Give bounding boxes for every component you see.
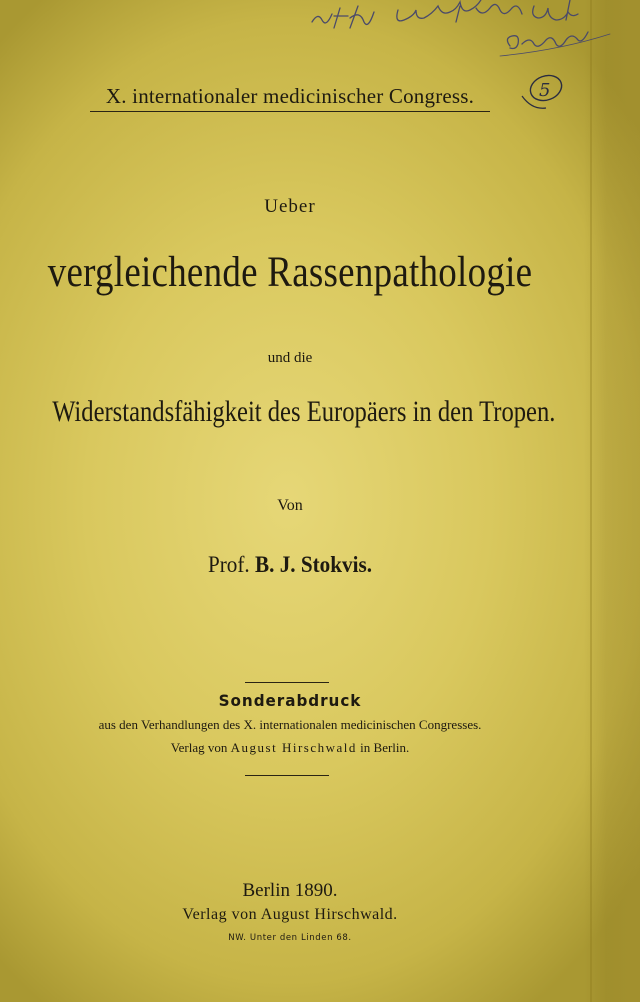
page-edge	[590, 0, 592, 1002]
offprint-publisher-prefix: Verlag von	[170, 740, 228, 755]
sonderabdruck-heading: Sonderabdruck	[218, 691, 362, 710]
subtitle: Widerstandsfähigkeit des Europäers in den Tropen.	[52, 395, 556, 428]
imprint-address: NW. Unter den Linden 68.	[228, 933, 352, 943]
von-text: Von	[277, 497, 303, 514]
main-title: vergleichende Rassenpathologie	[47, 249, 533, 296]
author-name: B. J. Stokvis.	[255, 552, 373, 577]
catalog-number-mark	[520, 70, 566, 110]
imprint-publisher: Verlag von August Hirschwald.	[182, 906, 398, 923]
offprint-publisher	[0, 740, 580, 756]
author-line	[23, 552, 557, 578]
offprint-source: aus den Verhandlungen des X. internationalen medicinischen Congresses.	[98, 717, 482, 732]
offprint-publisher-suffix: in Berlin.	[360, 740, 410, 755]
author-prefix: Prof.	[207, 552, 250, 577]
congress-header: X. internationaler medicinischer Congress.	[90, 84, 490, 112]
imprint-place-year: Berlin 1890.	[242, 880, 338, 901]
divider-bottom	[245, 775, 329, 776]
offprint-publisher-name: August Hirschwald	[230, 740, 357, 755]
catalog-number-scribble	[520, 70, 566, 110]
handwriting-signature	[300, 0, 620, 60]
handwritten-inscription	[300, 0, 620, 60]
page-spine-shadow	[584, 0, 640, 1002]
catalog-number: 5	[539, 80, 551, 101]
divider-top	[245, 682, 329, 683]
ueber-heading: Ueber	[264, 196, 316, 217]
und-die-text: und die	[267, 350, 313, 366]
